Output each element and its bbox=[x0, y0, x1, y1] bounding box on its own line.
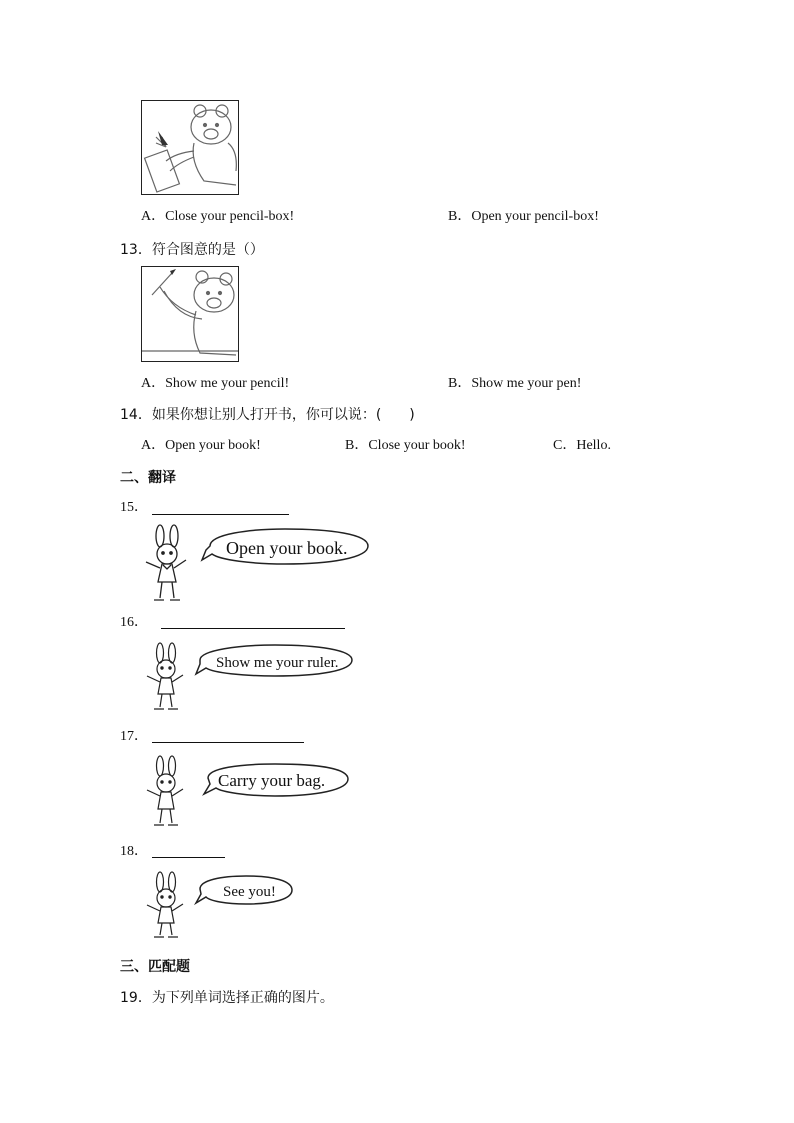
q12-picture bbox=[141, 100, 239, 195]
q14-option-a[interactable]: A．Open your book! bbox=[141, 438, 261, 453]
q16-number: 16． bbox=[120, 615, 148, 630]
q12-option-a[interactable]: A．Close your pencil-box! bbox=[141, 209, 295, 224]
rabbit-icon bbox=[146, 525, 186, 600]
bear-closing-box-illustration bbox=[142, 101, 238, 194]
rabbit-icon bbox=[147, 756, 183, 825]
q18-rabbit-speech bbox=[140, 871, 310, 941]
q13-picture bbox=[141, 266, 239, 362]
q16-rabbit-speech bbox=[140, 642, 370, 712]
q15-bubble-text: Open your book. bbox=[226, 538, 348, 558]
q17-bubble-text: Carry your bag. bbox=[218, 771, 326, 790]
rabbit-icon bbox=[147, 872, 183, 937]
q15-rabbit-speech bbox=[140, 524, 380, 606]
section-3-title: 三、匹配题 bbox=[120, 959, 190, 975]
q12-option-b[interactable]: B．Open your pencil-box! bbox=[448, 209, 599, 224]
q18-bubble-text: See you! bbox=[223, 884, 276, 900]
q13-stem: 13．符合图意的是（） bbox=[120, 242, 264, 258]
q15-answer-blank[interactable] bbox=[152, 514, 289, 515]
q18-answer-blank[interactable] bbox=[152, 857, 225, 858]
q14-option-c[interactable]: C．Hello. bbox=[553, 438, 611, 453]
section-2-title: 二、翻译 bbox=[120, 470, 176, 486]
q18-number: 18． bbox=[120, 844, 148, 859]
q17-number: 17． bbox=[120, 729, 148, 744]
q19-stem: 19．为下列单词选择正确的图片。 bbox=[120, 990, 334, 1006]
q13-option-b[interactable]: B．Show me your pen! bbox=[448, 376, 582, 391]
q17-answer-blank[interactable] bbox=[152, 742, 304, 743]
q15-number: 15． bbox=[120, 500, 148, 515]
bear-showing-pencil-illustration bbox=[142, 267, 238, 361]
q16-bubble-text: Show me your ruler. bbox=[216, 655, 339, 671]
q14-option-b[interactable]: B．Close your book! bbox=[345, 438, 466, 453]
q14-stem: 14．如果你想让别人打开书，你可以说：( ) bbox=[120, 407, 415, 423]
rabbit-icon bbox=[147, 643, 183, 709]
q13-option-a[interactable]: A．Show me your pencil! bbox=[141, 376, 290, 391]
q16-answer-blank[interactable] bbox=[161, 628, 345, 629]
q17-rabbit-speech bbox=[140, 754, 360, 830]
